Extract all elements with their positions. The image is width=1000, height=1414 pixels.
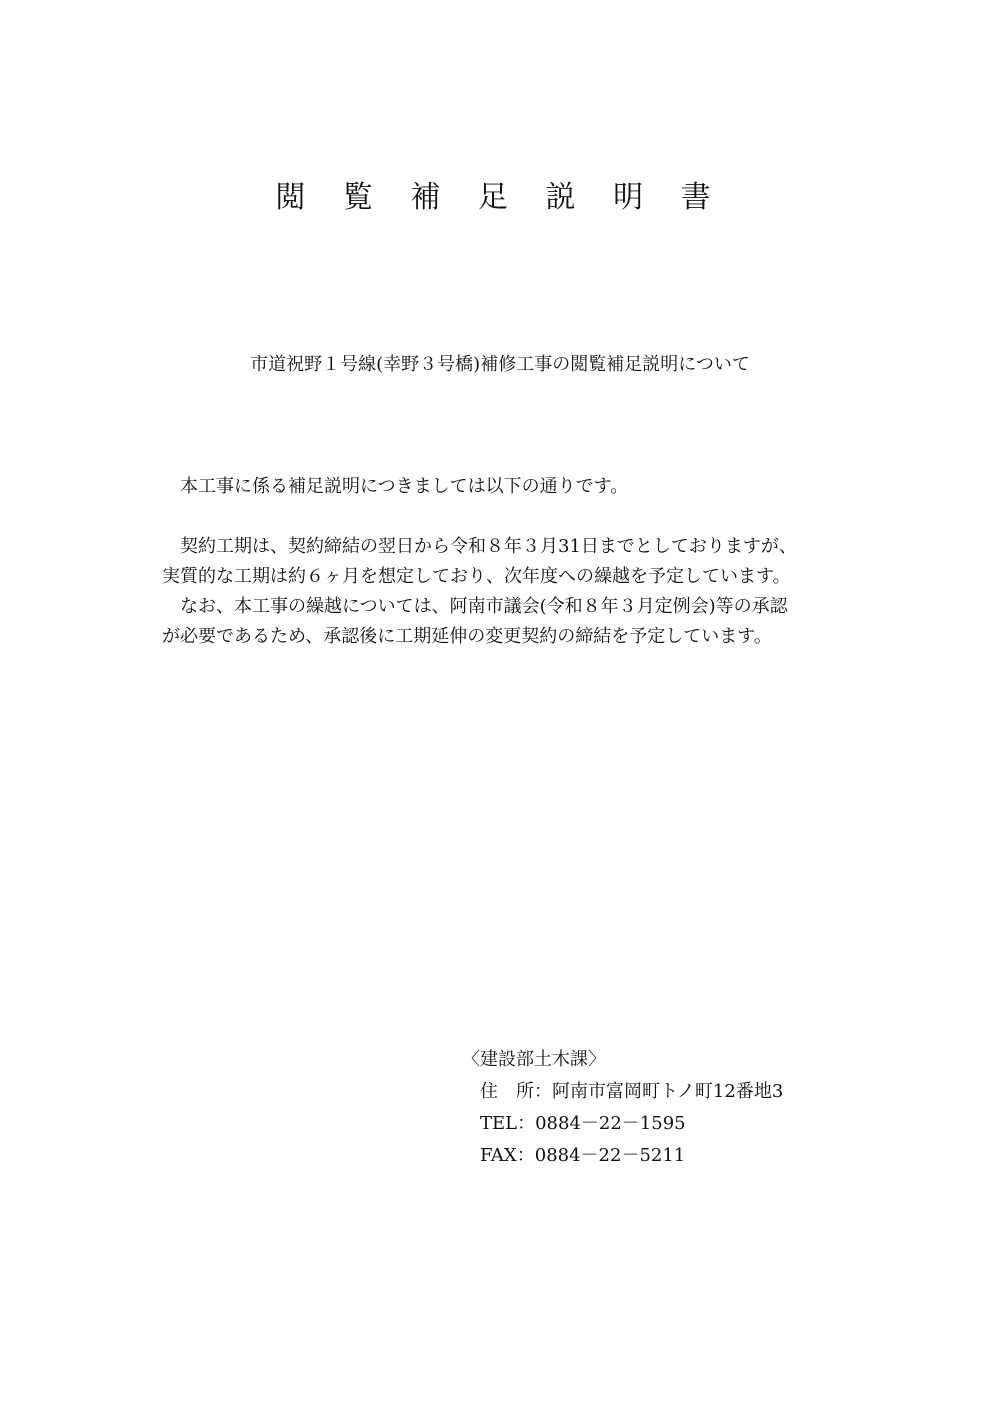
paragraph-line: なお、本工事の繰越については、阿南市議会(令和８年３月定例会)等の承認 (162, 596, 788, 617)
paragraph-line: が必要であるため、承認後に工期延伸の変更契約の締結を予定しています。 (162, 626, 772, 647)
paragraph-line: 実質的な工期は約６ヶ月を想定しており、次年度への繰越を予定しています。 (162, 566, 791, 587)
contact-fax: FAX：0884－22－5211 (480, 1145, 686, 1166)
document-title: 閲 覧 補 足 説 明 書 (275, 180, 725, 215)
paragraph-line: 契約工期は、契約締結の翌日から令和８年３月31日までとしておりますが、 (162, 536, 797, 557)
contact-address: 住 所：阿南市富岡町トノ町12番地3 (480, 1081, 784, 1102)
contact-block (462, 1044, 942, 1172)
paragraph-intro (162, 472, 862, 502)
paragraph-carryover (162, 592, 862, 652)
paragraph-line: 本工事に係る補足説明につきましては以下の通りです。 (162, 476, 629, 497)
document-subject: 市道祝野１号線(幸野３号橋)補修工事の閲覧補足説明について (250, 354, 750, 375)
contact-department: 〈建設部土木課〉 (462, 1049, 606, 1070)
paragraph-contract-period (162, 532, 862, 592)
contact-tel: TEL：0884－22－1595 (480, 1113, 686, 1134)
